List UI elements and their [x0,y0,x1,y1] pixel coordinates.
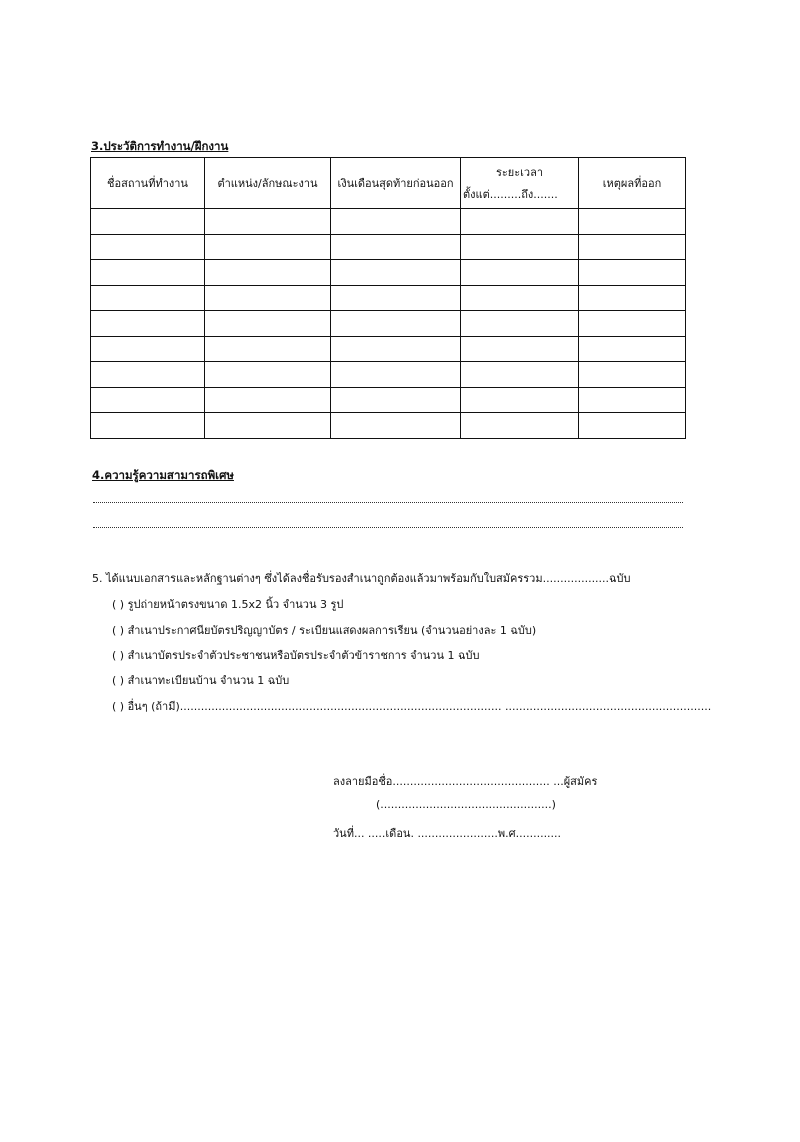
attachment-item-id-card[interactable]: ( ) สำเนาบัตรประจำตัวประชาชนหรือบัตรประจำตัวข้าราชการ จำนวน 1 ฉบับ [112,649,480,662]
section4-heading: 4.ความรู้ความสามารถพิเศษ [92,468,234,482]
attachment-item-other[interactable]: ( ) อื่นๆ (ถ้ามี)............................................................................................ ........................................................... [112,700,712,713]
table-row [91,209,686,235]
table-row [91,387,686,413]
table-row [91,260,686,286]
table-cell[interactable] [331,336,461,362]
table-cell[interactable] [579,285,686,311]
period-title: ระยะเวลา [495,166,544,179]
table-cell[interactable] [91,336,205,362]
table-cell[interactable] [461,336,579,362]
table-cell[interactable] [205,285,331,311]
table-row [91,362,686,388]
table-cell[interactable] [331,209,461,235]
table-cell[interactable] [331,260,461,286]
table-row [91,285,686,311]
col-header-position: ตำแหน่ง/ลักษณะงาน [205,158,331,209]
date-line[interactable]: วันที่... .....เดือน. .......................พ.ศ............. [333,827,562,840]
period-range: ตั้งแต่.........ถึง....... [463,188,558,201]
table-cell[interactable] [91,311,205,337]
table-row [91,311,686,337]
table-cell[interactable] [91,285,205,311]
table-cell[interactable] [461,234,579,260]
table-cell[interactable] [331,234,461,260]
work-history-table [90,157,686,439]
table-cell[interactable] [461,285,579,311]
col-header-salary: เงินเดือนสุดท้ายก่อนออก [331,158,461,209]
table-cell[interactable] [579,234,686,260]
table-cell[interactable] [579,362,686,388]
attachments-intro: 5. ได้แนบเอกสารและหลักฐานต่างๆ ซึ่งได้ลงชื่อรับรองสำเนาถูกต้องแล้วมาพร้อมกับใบสมัครรวม...................ฉบับ [92,572,631,585]
table-cell[interactable] [331,387,461,413]
table-cell[interactable] [205,311,331,337]
table-cell[interactable] [205,336,331,362]
table-cell[interactable] [579,387,686,413]
table-cell[interactable] [461,387,579,413]
attachment-item-photo[interactable]: ( ) รูปถ่ายหน้าตรงขนาด 1.5x2 นิ้ว จำนวน 3 รูป [112,598,344,611]
table-cell[interactable] [579,209,686,235]
special-skills-line-1[interactable] [93,502,683,503]
table-cell[interactable] [461,362,579,388]
table-cell[interactable] [91,234,205,260]
table-row [91,234,686,260]
col-header-period [461,158,579,209]
table-cell[interactable] [331,362,461,388]
attachment-item-house-registration[interactable]: ( ) สำเนาทะเบียนบ้าน จำนวน 1 ฉบับ [112,674,290,687]
table-cell[interactable] [91,362,205,388]
col-header-reason: เหตุผลที่ออก [579,158,686,209]
section3-heading: 3.ประวัติการทำงาน/ฝึกงาน [91,139,229,153]
table-row [91,336,686,362]
table-cell[interactable] [91,387,205,413]
table-cell[interactable] [579,413,686,439]
signature-line[interactable]: ลงลายมือชื่อ............................................. ...ผู้สมัคร [333,775,598,788]
table-cell[interactable] [461,413,579,439]
table-cell[interactable] [331,285,461,311]
attachment-item-diploma[interactable]: ( ) สำเนาประกาศนียบัตรปริญญาบัตร / ระเบียนแสดงผลการเรียน (จำนวนอย่างละ 1 ฉบับ) [112,624,537,637]
table-row [91,413,686,439]
table-cell[interactable] [205,234,331,260]
table-cell[interactable] [461,209,579,235]
table-cell[interactable] [331,311,461,337]
table-header-row [91,158,686,209]
applicant-name-line[interactable]: (.................................................) [376,798,556,811]
table-cell[interactable] [579,260,686,286]
table-cell[interactable] [461,311,579,337]
table-cell[interactable] [91,260,205,286]
table-cell[interactable] [461,260,579,286]
table-cell[interactable] [579,336,686,362]
table-cell[interactable] [331,413,461,439]
table-cell[interactable] [91,413,205,439]
table-cell[interactable] [205,387,331,413]
special-skills-line-2[interactable] [93,527,683,528]
table-cell[interactable] [205,260,331,286]
table-cell[interactable] [205,209,331,235]
col-header-workplace: ชื่อสถานที่ทำงาน [91,158,205,209]
table-cell[interactable] [205,413,331,439]
table-cell[interactable] [579,311,686,337]
table-cell[interactable] [91,209,205,235]
table-cell[interactable] [205,362,331,388]
